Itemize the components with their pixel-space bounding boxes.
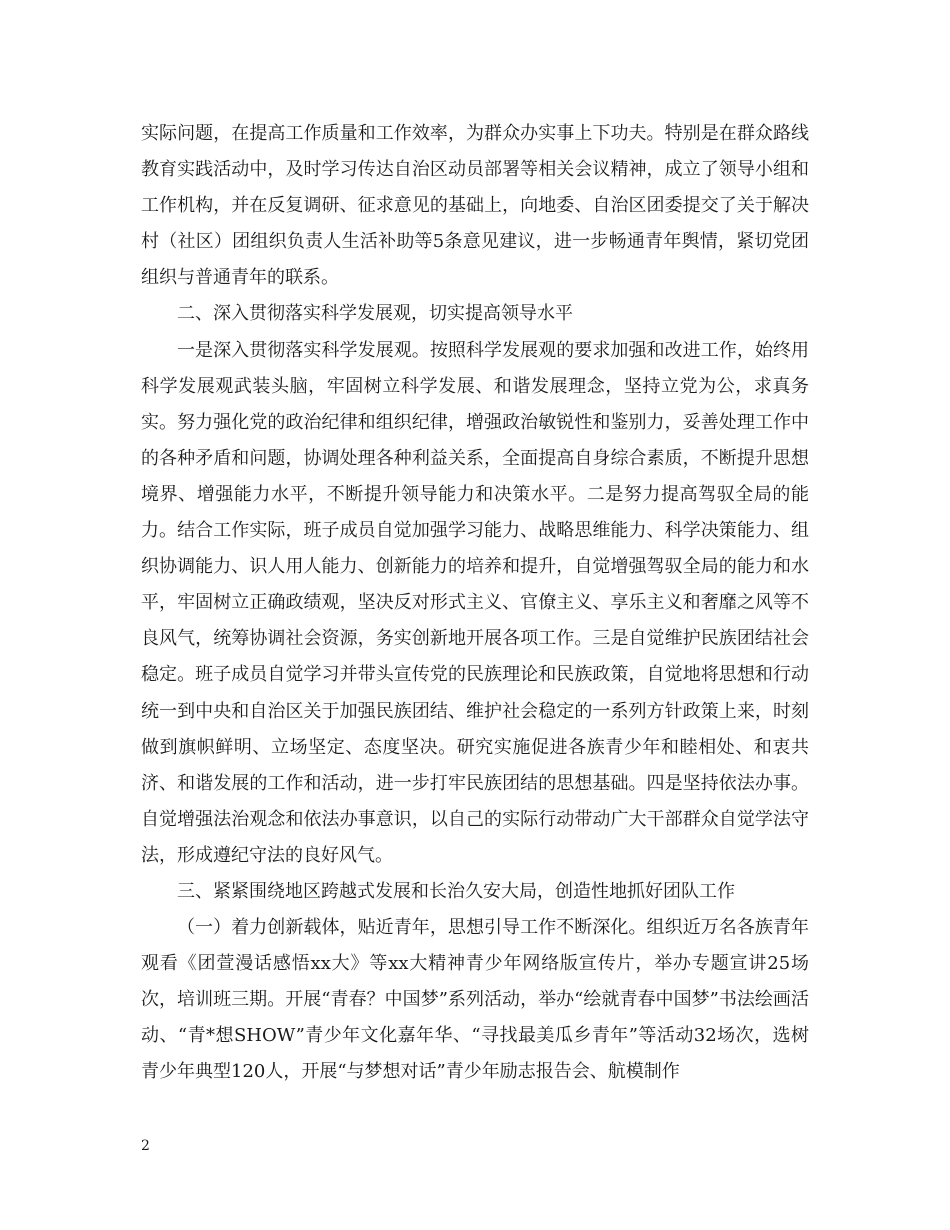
page-number: 2 (141, 1138, 150, 1154)
paragraph-scientific-development: 一是深入贯彻落实科学发展观。按照科学发展观的要求加强和改进工作，始终用科学发展观武装头脑，牢固树立科学发展、和谐发展理念，坚持立党为公，求真务实。努力强化党的政治纪律和组织纪律，增强政治敏锐性和鉴别力，妥善处理工作中的各种矛盾和问题，协调处理各种利益关系，全面提高自身综合素质，不断提升思想境界、增强能力水平，不断提升领导能力和决策水平。二是努力提高驾驭全局的能力。结合工作实际，班子成员自觉加强学习能力、战略思维能力、科学决策能力、组织协调能力、识人用人能力、创新能力的培养和提升，自觉增强驾驭全局的能力和水平，牢固树立正确政绩观，坚决反对形式主义、官僚主义、享乐主义和奢靡之风等不良风气，统筹协调社会资源，务实创新地开展各项工作。三是自觉维护民族团结社会稳定。班子成员自觉学习并带头宣传党的民族理论和民族政策，自觉地将思想和行动统一到中央和自治区关于加强民族团结、维护社会稳定的一系列方针政策上来，时刻做到旗帜鲜明、立场坚定、态度坚决。研究实施促进各族青少年和睦相处、和衷共济、和谐发展的工作和活动，进一步打牢民族团结的思想基础。四是坚持依法办事。自觉增强法治观念和依法办事意识，以自己的实际行动带动广大干部群众自觉学法守法，形成遵纪守法的良好风气。 (141, 339, 809, 866)
paragraph-innovation: （一）着力创新载体，贴近青年，思想引导工作不断深化。组织近万名各族青年观看《团萱漫话感悟xx大》等xx大精神青少年网络版宣传片，举办专题宣讲25场次，培训班三期。开展“青春？中国梦”系列活动，举办“绘就青春中国梦”书法绘画活动、“青*想SHOW”青少年文化嘉年华、“寻找最美瓜乡青年”等活动32场次，选树青少年典型120人，开展“与梦想对话”青少年励志报告会、航模制作 (141, 917, 809, 1083)
section-heading-3: 三、紧紧围绕地区跨越式发展和长治久安大局，创造性地抓好团队工作 (177, 880, 735, 902)
paragraph-continuation: 实际问题，在提高工作质量和工作效率，为群众办实事上下功夫。特别是在群众路线教育实践活动中，及时学习传达自治区动员部署等相关会议精神，成立了领导小组和工作机构，并在反复调研、征求意见的基础上，向地委、自治区团委提交了关于解决村（社区）团组织负责人生活补助等5条意见建议，进一步畅通青年舆情，紧切党团组织与普通青年的联系。 (141, 123, 809, 289)
section-heading-2: 二、深入贯彻落实科学发展观，切实提高领导水平 (177, 303, 573, 325)
document-body (141, 116, 809, 1091)
